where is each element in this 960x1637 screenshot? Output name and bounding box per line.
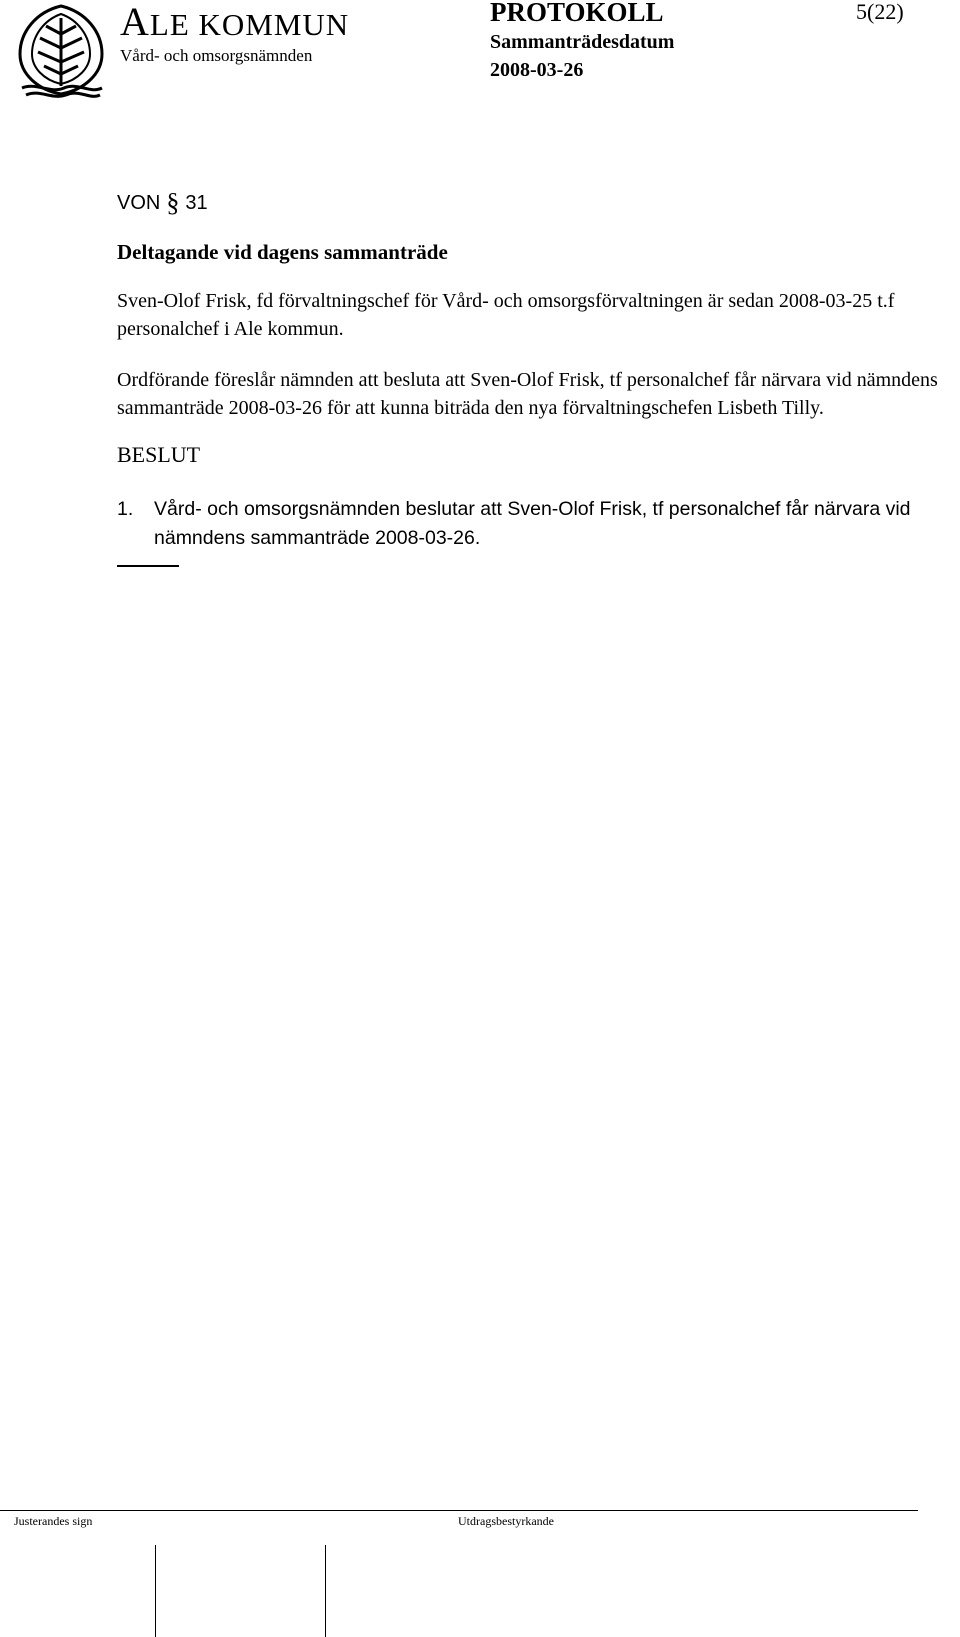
signature-box-divider [155,1545,156,1637]
organisation-name: ALE KOMMUN [120,0,350,44]
paragraph-background: Sven-Olof Frisk, fd förvaltningschef för Vård- och omsorgsförvaltningen är sedan 2008-03-25 t.f personalchef i Ale kommun. [117,290,895,340]
page-number: 5(22) [856,0,904,24]
signature-box-divider [325,1545,326,1637]
paragraph-proposal: Ordförande föreslår nämnden att besluta att Sven-Olof Frisk, tf personalchef får närvara vid nämndens sammanträde 2008-03-26 för att kunna biträda den nya förvaltningschefen Lisbeth Tilly. [117,369,938,419]
meeting-date-label: Sammanträdesdatum [490,31,675,53]
organisation-block [120,2,349,67]
committee-name: Vård- och omsorgsnämnden [120,46,313,65]
section-reference: VON § 31 [117,188,208,217]
decision-item-text: Vård- och omsorgsnämnden beslutar att Sven-Olof Frisk, tf personalchef får närvara vid nämndens sammanträde 2008-03-26. [154,498,911,549]
end-rule [117,565,179,567]
section-heading: Deltagande vid dagens sammanträde [117,240,448,264]
protocol-content [117,190,947,567]
decision-heading: BESLUT [117,442,201,467]
leaf-emblem-icon [16,4,106,100]
decision-item-number: 1. [117,498,134,520]
document-type: PROTOKOLL [490,0,664,27]
decision-item [117,495,947,553]
ale-kommun-logo [16,4,106,100]
footer-rule [0,1510,918,1511]
paragraph-symbol: § [166,188,180,217]
footer-signature-label: Justerandes sign [14,1514,93,1528]
meeting-date: 2008-03-26 [490,59,584,81]
footer-certification-label: Utdragsbestyrkande [458,1514,554,1528]
